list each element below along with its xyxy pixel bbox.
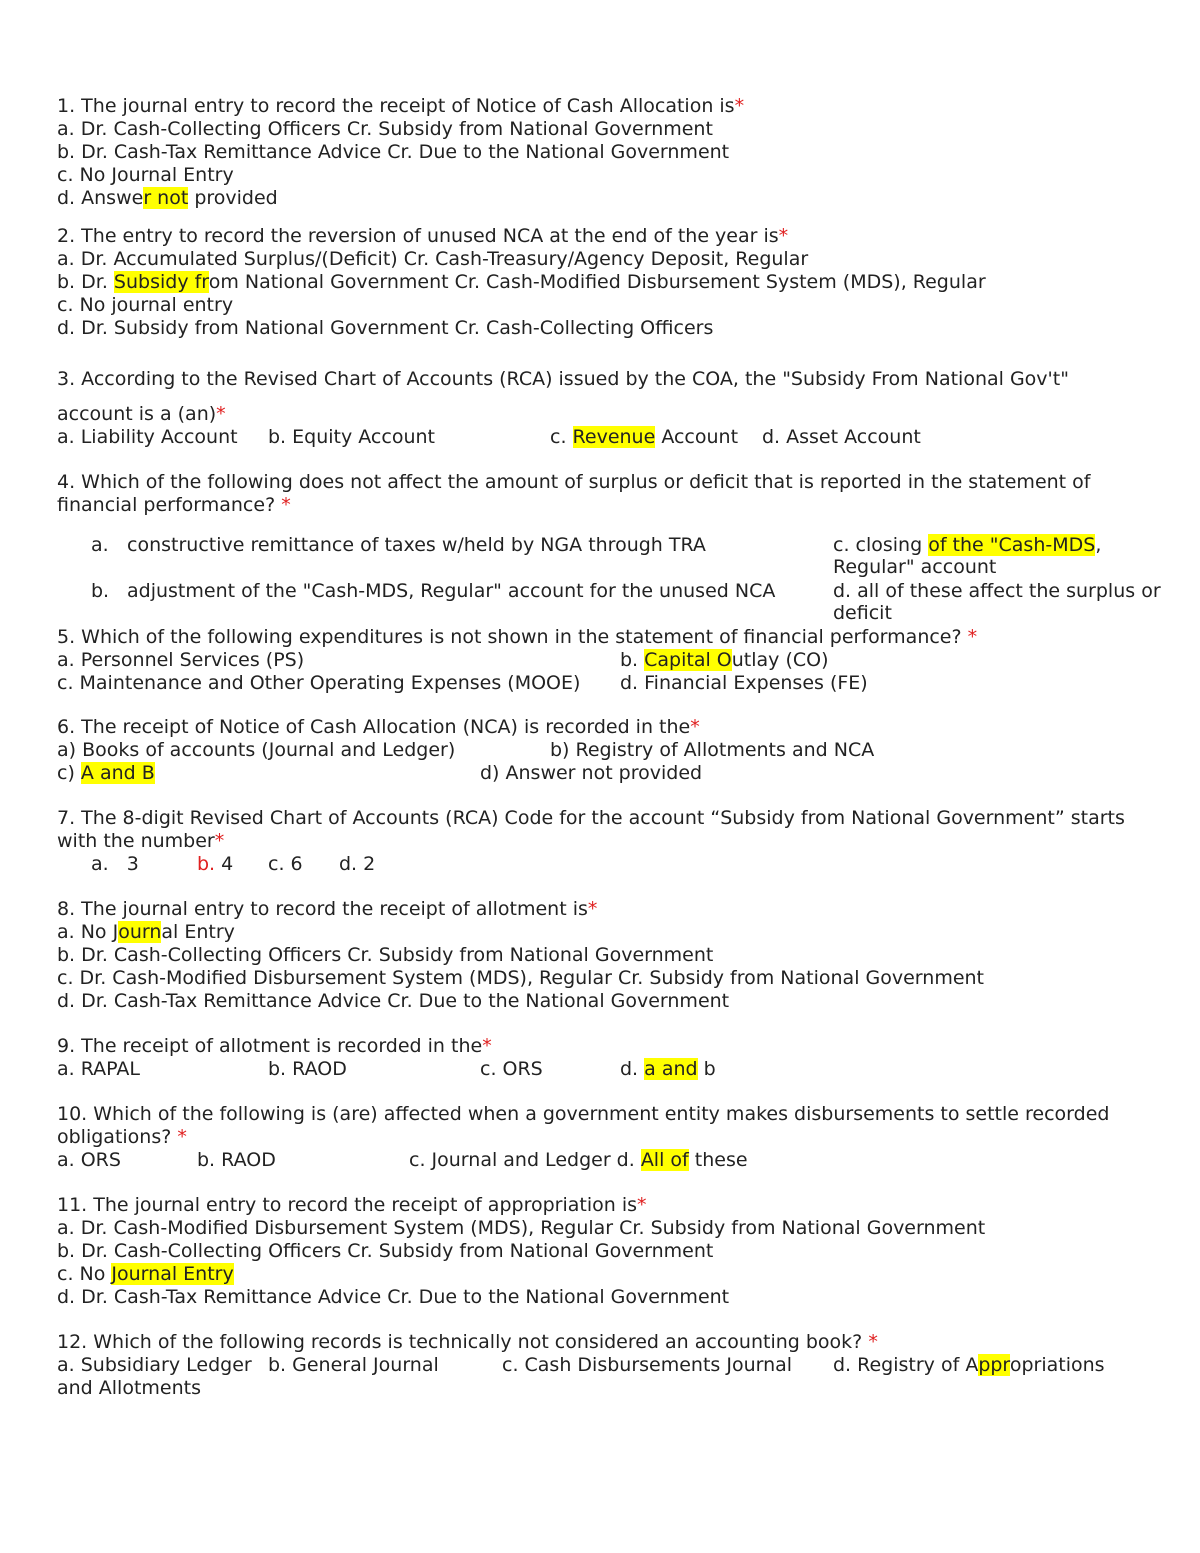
- option-d: d. Asset Account: [762, 426, 921, 448]
- option-b: b. General Journal: [268, 1354, 439, 1376]
- question-stem: 12. Which of the following records is technically not considered an accounting book?: [57, 1331, 869, 1353]
- option-b-letter: b.: [91, 580, 110, 602]
- required-asterisk: *: [177, 1126, 187, 1148]
- option-c-d: c. Journal and Ledger d. All of these: [409, 1149, 748, 1171]
- question-stem: 9. The receipt of allotment is recorded in the: [57, 1035, 483, 1057]
- question-2: [57, 225, 1152, 340]
- option-d: d. 2: [339, 853, 376, 875]
- option-c: c. 6: [268, 853, 303, 875]
- option-b: adjustment of the "Cash-MDS, Regular" account for the unused NCA: [127, 580, 776, 602]
- highlight: r not: [143, 187, 189, 209]
- option-d: d. Dr. Cash-Tax Remittance Advice Cr. Due to the National Government: [57, 1286, 730, 1308]
- option-a: a. Dr. Cash-Modified Disbursement System (MDS), Regular Cr. Subsidy from National Government: [57, 1217, 986, 1239]
- required-asterisk: *: [868, 1331, 878, 1353]
- option-b: b. Equity Account: [268, 426, 435, 448]
- required-asterisk: *: [778, 225, 789, 247]
- option-d: d. Dr. Cash-Tax Remittance Advice Cr. Due to the National Government: [57, 990, 730, 1012]
- highlight: of the "Cash-MDS: [928, 534, 1096, 556]
- option-d: d. all of these affect the surplus or deficit: [833, 580, 1161, 624]
- option-c: c. ORS: [480, 1058, 543, 1080]
- option-a: a) Books of accounts (Journal and Ledger): [57, 739, 456, 761]
- question-11: [57, 1194, 1152, 1309]
- option-b: b. 4: [197, 853, 234, 875]
- options-row: [57, 426, 1152, 449]
- option-b: b. Dr. Cash-Collecting Officers Cr. Subsidy from National Government: [57, 944, 714, 966]
- option-a: constructive remittance of taxes w/held by NGA through TRA: [127, 534, 706, 556]
- question-6: [57, 716, 1152, 785]
- option-b: b. Capital Outlay (CO): [620, 649, 829, 671]
- option-d: d. a and b: [620, 1058, 716, 1080]
- required-asterisk: *: [587, 898, 598, 920]
- option-b: b. Dr. Subsidy from National Government Cr. Cash-Modified Disbursement System (MDS), Regular: [57, 271, 986, 293]
- question-stem: 8. The journal entry to record the receipt of allotment is: [57, 898, 588, 920]
- option-a: a. Liability Account: [57, 426, 238, 448]
- option-a: a. No Journal Entry: [57, 921, 235, 943]
- option-a: a. RAPAL: [57, 1058, 140, 1080]
- required-asterisk: *: [967, 626, 978, 648]
- question-1: [57, 95, 1152, 210]
- highlight: ppr: [978, 1354, 1010, 1376]
- question-5: [57, 626, 1152, 695]
- quiz-page: [57, 95, 1161, 1400]
- highlight: Journal Entry: [111, 1263, 234, 1285]
- option-c: c. No Journal Entry: [57, 1263, 234, 1285]
- required-asterisk: *: [216, 403, 226, 425]
- question-stem-cont: account is a (an): [57, 403, 217, 425]
- question-stem: 7. The 8-digit Revised Chart of Accounts (RCA) Code for the account “Subsidy from National Government” starts with the number: [57, 807, 1125, 852]
- option-b: b. RAOD: [197, 1149, 276, 1171]
- question-8: [57, 898, 1152, 1013]
- question-9: [57, 1035, 1152, 1081]
- option-a: a. Dr. Accumulated Surplus/(Deficit) Cr. Cash-Treasury/Agency Deposit, Regular: [57, 248, 809, 270]
- question-7: [57, 807, 1152, 876]
- option-d: d. Registry of Appropriations: [833, 1354, 1105, 1376]
- required-asterisk: *: [637, 1194, 647, 1216]
- option-c: c. Revenue Account: [550, 426, 739, 448]
- question-stem: 6. The receipt of Notice of Cash Allocation (NCA) is recorded in the: [57, 716, 691, 738]
- answer-mark: b.: [197, 853, 216, 875]
- option-d: d) Answer not provided: [480, 762, 703, 784]
- question-stem: 5. Which of the following expenditures is not shown in the statement of financial performance?: [57, 626, 968, 648]
- option-a-letter: a.: [91, 534, 109, 556]
- question-stem: 1. The journal entry to record the receipt of Notice of Cash Allocation is: [57, 95, 735, 117]
- question-3: [57, 368, 1152, 449]
- option-c: c. No journal entry: [57, 294, 234, 316]
- option-c: c. Dr. Cash-Modified Disbursement System (MDS), Regular Cr. Subsidy from National Government: [57, 967, 985, 989]
- option-b: b. Dr. Cash-Tax Remittance Advice Cr. Due to the National Government: [57, 141, 730, 163]
- required-asterisk: *: [734, 95, 745, 117]
- option-a: a. Personnel Services (PS): [57, 649, 305, 671]
- option-c: c) A and B: [57, 762, 155, 784]
- question-10: [57, 1103, 1152, 1172]
- question-stem: 2. The entry to record the reversion of unused NCA at the end of the year is: [57, 225, 779, 247]
- question-stem: 3. According to the Revised Chart of Accounts (RCA) issued by the COA, the "Subsidy From National Gov't": [57, 368, 1069, 390]
- option-d: d. Financial Expenses (FE): [620, 672, 868, 694]
- question-4: [57, 471, 1161, 626]
- required-asterisk: *: [281, 494, 291, 516]
- option-d: d. Answer not provided: [57, 187, 278, 209]
- question-stem: 11. The journal entry to record the receipt of appropriation is: [57, 1194, 637, 1216]
- option-b: b. RAOD: [268, 1058, 347, 1080]
- highlight: All of: [640, 1149, 689, 1171]
- option-a: a. Dr. Cash-Collecting Officers Cr. Subsidy from National Government: [57, 118, 713, 140]
- highlight: Subsidy fr: [113, 271, 209, 293]
- question-stem: 4. Which of the following does not affect the amount of surplus or deficit that is reported in the statement of financial performance?: [57, 471, 1091, 516]
- question-12: [57, 1331, 1152, 1400]
- highlight: a and: [644, 1058, 698, 1080]
- option-b: b. Dr. Cash-Collecting Officers Cr. Subsidy from National Government: [57, 1240, 714, 1262]
- option-a: a. ORS: [57, 1149, 121, 1171]
- option-d-cont: and Allotments: [57, 1377, 202, 1399]
- option-c: c. closing of the "Cash-MDS, Regular" account: [833, 534, 1102, 578]
- option-a: a. Subsidiary Ledger: [57, 1354, 252, 1376]
- option-c: c. No Journal Entry: [57, 164, 234, 186]
- highlight: ourn: [118, 921, 162, 943]
- option-row-2: [57, 580, 1161, 626]
- option-a: a. 3: [91, 853, 139, 875]
- required-asterisk: *: [482, 1035, 492, 1057]
- option-c: c. Cash Disbursements Journal: [502, 1354, 793, 1376]
- option-d: d. Dr. Subsidy from National Government Cr. Cash-Collecting Officers: [57, 317, 714, 339]
- option-b: b) Registry of Allotments and NCA: [550, 739, 875, 761]
- required-asterisk: *: [690, 716, 700, 738]
- highlight: Capital O: [644, 649, 732, 671]
- required-asterisk: *: [214, 830, 225, 852]
- highlight: A and B: [80, 762, 155, 784]
- option-c: c. Maintenance and Other Operating Expenses (MOOE): [57, 672, 581, 694]
- highlight: Revenue: [572, 426, 656, 448]
- question-stem: 10. Which of the following is (are) affected when a government entity makes disbursements to settle recorded obligations?: [57, 1103, 1110, 1148]
- option-row-1: [57, 534, 1152, 580]
